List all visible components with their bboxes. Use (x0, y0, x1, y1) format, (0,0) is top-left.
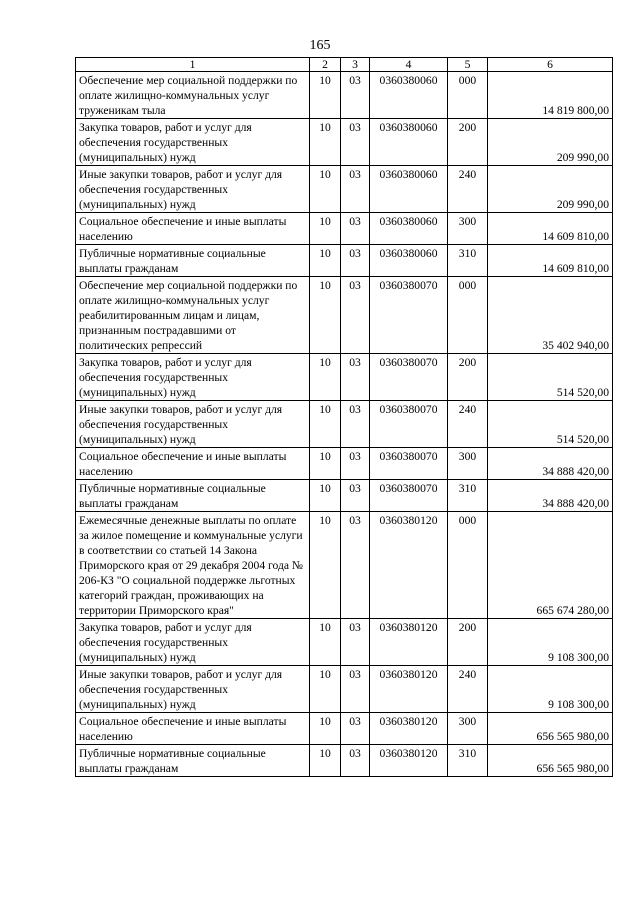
target-article-code: 0360380070 (370, 354, 448, 401)
section-code: 10 (310, 354, 341, 401)
column-header: 2 (310, 58, 341, 72)
subsection-code: 03 (341, 354, 370, 401)
section-code: 10 (310, 166, 341, 213)
expense-type-code: 200 (448, 354, 488, 401)
target-article-code: 0360380060 (370, 245, 448, 277)
subsection-code: 03 (341, 448, 370, 480)
item-name: Закупка товаров, работ и услуг для обеспечения государственных (муниципальных) нужд (76, 119, 310, 166)
section-code: 10 (310, 512, 341, 619)
section-code: 10 (310, 72, 341, 119)
amount: 14 609 810,00 (488, 213, 613, 245)
target-article-code: 0360380070 (370, 480, 448, 512)
subsection-code: 03 (341, 119, 370, 166)
item-name: Публичные нормативные социальные выплаты гражданам (76, 480, 310, 512)
subsection-code: 03 (341, 713, 370, 745)
amount: 209 990,00 (488, 119, 613, 166)
table-row (76, 666, 613, 713)
section-code: 10 (310, 448, 341, 480)
subsection-code: 03 (341, 245, 370, 277)
expense-type-code: 240 (448, 666, 488, 713)
column-header: 3 (341, 58, 370, 72)
item-name: Социальное обеспечение и иные выплаты населению (76, 713, 310, 745)
expense-type-code: 240 (448, 166, 488, 213)
section-code: 10 (310, 213, 341, 245)
expense-type-code: 310 (448, 245, 488, 277)
target-article-code: 0360380070 (370, 277, 448, 354)
target-article-code: 0360380120 (370, 745, 448, 777)
section-code: 10 (310, 713, 341, 745)
subsection-code: 03 (341, 277, 370, 354)
table-body (76, 72, 613, 777)
subsection-code: 03 (341, 480, 370, 512)
item-name: Социальное обеспечение и иные выплаты населению (76, 213, 310, 245)
expense-type-code: 310 (448, 745, 488, 777)
amount: 9 108 300,00 (488, 619, 613, 666)
table-row (76, 277, 613, 354)
item-name: Публичные нормативные социальные выплаты гражданам (76, 745, 310, 777)
amount: 14 609 810,00 (488, 245, 613, 277)
subsection-code: 03 (341, 72, 370, 119)
table-row (76, 213, 613, 245)
section-code: 10 (310, 119, 341, 166)
item-name: Иные закупки товаров, работ и услуг для обеспечения государственных (муниципальных) нужд (76, 401, 310, 448)
expense-type-code: 300 (448, 213, 488, 245)
amount: 665 674 280,00 (488, 512, 613, 619)
target-article-code: 0360380070 (370, 401, 448, 448)
amount: 9 108 300,00 (488, 666, 613, 713)
column-header: 1 (76, 58, 310, 72)
target-article-code: 0360380120 (370, 512, 448, 619)
item-name: Социальное обеспечение и иные выплаты населению (76, 448, 310, 480)
amount: 514 520,00 (488, 354, 613, 401)
table-row (76, 448, 613, 480)
item-name: Закупка товаров, работ и услуг для обеспечения государственных (муниципальных) нужд (76, 619, 310, 666)
table-row (76, 512, 613, 619)
column-header: 5 (448, 58, 488, 72)
subsection-code: 03 (341, 745, 370, 777)
target-article-code: 0360380060 (370, 213, 448, 245)
header-row (76, 58, 613, 72)
target-article-code: 0360380060 (370, 166, 448, 213)
expense-type-code: 000 (448, 72, 488, 119)
table-row (76, 745, 613, 777)
table-row (76, 713, 613, 745)
table-row (76, 119, 613, 166)
table-row (76, 619, 613, 666)
table-row (76, 72, 613, 119)
target-article-code: 0360380120 (370, 713, 448, 745)
section-code: 10 (310, 245, 341, 277)
section-code: 10 (310, 666, 341, 713)
item-name: Иные закупки товаров, работ и услуг для обеспечения государственных (муниципальных) нужд (76, 666, 310, 713)
table-row (76, 166, 613, 213)
table-row (76, 245, 613, 277)
column-header: 6 (488, 58, 613, 72)
amount: 35 402 940,00 (488, 277, 613, 354)
subsection-code: 03 (341, 401, 370, 448)
table-row (76, 480, 613, 512)
amount: 656 565 980,00 (488, 745, 613, 777)
budget-table (75, 57, 613, 777)
expense-type-code: 200 (448, 119, 488, 166)
expense-type-code: 200 (448, 619, 488, 666)
target-article-code: 0360380060 (370, 119, 448, 166)
section-code: 10 (310, 745, 341, 777)
item-name: Публичные нормативные социальные выплаты гражданам (76, 245, 310, 277)
expense-type-code: 300 (448, 448, 488, 480)
table-row (76, 401, 613, 448)
table-row (76, 354, 613, 401)
target-article-code: 0360380120 (370, 619, 448, 666)
expense-type-code: 000 (448, 277, 488, 354)
target-article-code: 0360380120 (370, 666, 448, 713)
column-header: 4 (370, 58, 448, 72)
amount: 656 565 980,00 (488, 713, 613, 745)
item-name: Закупка товаров, работ и услуг для обеспечения государственных (муниципальных) нужд (76, 354, 310, 401)
amount: 34 888 420,00 (488, 448, 613, 480)
page-number: 165 (309, 38, 331, 53)
subsection-code: 03 (341, 213, 370, 245)
item-name: Ежемесячные денежные выплаты по оплате за жилое помещение и коммунальные услуги в соответствии со статьей 14 Закона Приморского края от 29 декабря 2004 года № 206-КЗ "О социальной поддержке льготных категорий граждан, проживающих на территории Приморского края" (76, 512, 310, 619)
section-code: 10 (310, 480, 341, 512)
section-code: 10 (310, 619, 341, 666)
subsection-code: 03 (341, 666, 370, 713)
expense-type-code: 300 (448, 713, 488, 745)
target-article-code: 0360380060 (370, 72, 448, 119)
amount: 209 990,00 (488, 166, 613, 213)
section-code: 10 (310, 401, 341, 448)
amount: 14 819 800,00 (488, 72, 613, 119)
item-name: Обеспечение мер социальной поддержки по оплате жилищно-коммунальных услуг труженикам тыла (76, 72, 310, 119)
target-article-code: 0360380070 (370, 448, 448, 480)
subsection-code: 03 (341, 619, 370, 666)
expense-type-code: 000 (448, 512, 488, 619)
amount: 514 520,00 (488, 401, 613, 448)
item-name: Обеспечение мер социальной поддержки по оплате жилищно-коммунальных услуг реабилитированным лицам и лицам, признанным пострадавшими от политических репрессий (76, 277, 310, 354)
subsection-code: 03 (341, 166, 370, 213)
section-code: 10 (310, 277, 341, 354)
expense-type-code: 240 (448, 401, 488, 448)
subsection-code: 03 (341, 512, 370, 619)
expense-type-code: 310 (448, 480, 488, 512)
amount: 34 888 420,00 (488, 480, 613, 512)
item-name: Иные закупки товаров, работ и услуг для обеспечения государственных (муниципальных) нужд (76, 166, 310, 213)
